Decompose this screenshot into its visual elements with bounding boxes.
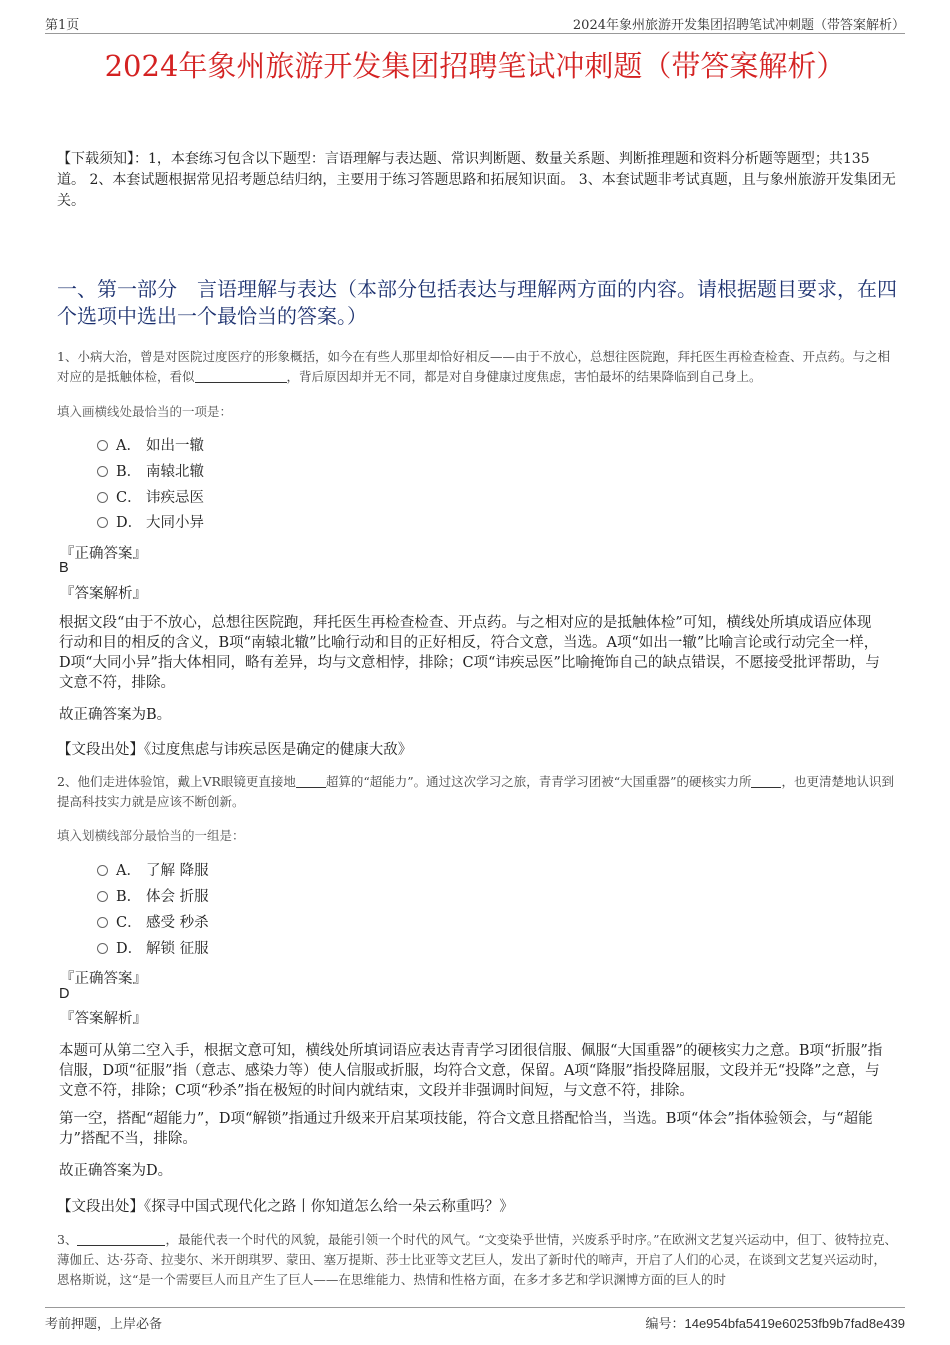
question-1-option-c[interactable]: C． 讳疾忌医 — [97, 488, 204, 508]
page-number: 第1页 — [45, 18, 80, 33]
question-2-prompt: 填入划横线部分最恰当的一组是： — [57, 828, 245, 843]
footer-divider — [45, 1307, 905, 1308]
footer-slogan: 考前押题，上岸必备 — [45, 1317, 163, 1332]
question-2-option-a[interactable]: A． 了解 降服 — [97, 861, 209, 881]
question-2-answer: D — [59, 986, 70, 1002]
correct-answer-label: 『正确答案』 — [60, 971, 147, 987]
radio-icon[interactable] — [97, 891, 108, 902]
question-2-option-c[interactable]: C． 感受 秒杀 — [97, 913, 209, 933]
question-2-option-b[interactable]: B． 体会 折服 — [97, 887, 209, 907]
fill-blank — [77, 1232, 165, 1246]
radio-icon[interactable] — [97, 865, 108, 876]
question-1-answer: B — [59, 560, 69, 576]
question-1-conclusion: 故正确答案为B。 — [59, 707, 172, 723]
analysis-label: 『答案解析』 — [60, 1011, 147, 1027]
download-notice: 【下载须知】：1，本套练习包含以下题型：言语理解与表达题、常识判断题、数量关系题、判断推理题和资料分析题等题型；共135道。 2、本套试题根据常见招考题总结归纳，主要用于练习答题思路和拓展知识面。 3、本套试题非考试真题，且与象州旅游开发集团无关。 — [57, 151, 896, 209]
question-1-option-a[interactable]: A． 如出一辙 — [97, 436, 204, 456]
question-2-source: 【文段出处】《探寻中国式现代化之路丨你知道怎么给一朵云称重吗？》 — [57, 1199, 514, 1215]
fill-blank — [751, 774, 781, 788]
question-1-prompt: 填入画横线处最恰当的一项是： — [57, 404, 233, 419]
question-2-conclusion: 故正确答案为D。 — [59, 1163, 173, 1179]
question-2-analysis-1: 本题可从第二空入手，根据文意可知，横线处所填词语应表达青青学习团很信服、佩服“大国重器”的硬核实力之意。B项“折服”指信服，D项“征服”指（意志、感染力等）使人信服或折服，均符合文意，保留。A项“降服”指投降屈服，文段并无“投降”之意，与文意不符，排除；C项“秒杀”指在极短的时间内就结束，文段并非强调时间短，与文意不符，排除。 — [59, 1043, 883, 1099]
question-1-analysis: 根据文段“由于不放心，总想往医院跑，拜托医生再检查检查、开点药。与之相对应的是抵触体检”可知，横线处所填成语应体现行动和目的相反的含义，B项“南辕北辙”比喻行动和目的正好相反，符合文意，当选。A项“如出一辙”比喻言论或行动完全一样，D项“大同小异”指大体相同，略有差异，均与文意相悖，排除；C项“讳疾忌医”比喻掩饰自己的缺点错误，不愿接受批评帮助，与文意不符，排除。 — [59, 615, 880, 691]
radio-icon[interactable] — [97, 917, 108, 928]
correct-answer-label: 『正确答案』 — [60, 546, 147, 562]
header-doc-title: 2024年象州旅游开发集团招聘笔试冲刺题（带答案解析） — [572, 18, 905, 33]
question-3-stem: 3、 ，最能代表一个时代的风貌，最能引领一个时代的风气。“文变染乎世情，兴废系乎时序。”在欧洲文艺复兴运动中，但丁、彼特拉克、薄伽丘、达·芬奇、拉斐尔、米开朗琪罗、蒙田、塞万提斯、莎士比亚等文艺巨人，发出了新时代的啼声，开启了人们的心灵，在谈到文艺复兴运动时，恩格斯说，这“是一个需要巨人而且产生了巨人——在思维能力、热情和性格方面，在多才多艺和学识渊博方面的巨人的时 — [57, 1232, 897, 1287]
radio-icon[interactable] — [97, 440, 108, 451]
analysis-label: 『答案解析』 — [60, 586, 147, 602]
question-2-analysis-2: 第一空，搭配“超能力”，D项“解锁”指通过升级来开启某项技能，符合文意且搭配恰当，当选。B项“体会”指体验领会，与“超能力”搭配不当，排除。 — [59, 1111, 873, 1147]
question-1-option-d[interactable]: D． 大同小异 — [97, 513, 204, 533]
fill-blank — [195, 369, 287, 383]
footer-code: 编号：14e954bfa5419e60253fb9b7fad8e439 — [645, 1316, 905, 1332]
fill-blank — [296, 774, 326, 788]
question-2-option-d[interactable]: D． 解锁 征服 — [97, 939, 209, 959]
question-1-stem: 1、小病大治，曾是对医院过度医疗的形象概括，如今在有些人那里却恰好相反——由于不放心，总想往医院跑，拜托医生再检查检查、开点药。与之相对应的是抵触体检，看似 ，背后原因却并无不同，都是对自身健康过度焦虑，害怕最坏的结果降临到自己身上。 — [57, 349, 890, 384]
radio-icon[interactable] — [97, 943, 108, 954]
section-heading: 一、第一部分 言语理解与表达（本部分包括表达与理解两方面的内容。请根据题目要求，在四个选项中选出一个最恰当的答案。） — [57, 277, 897, 328]
question-2-stem: 2、他们走进体验馆，戴上VR眼镜更直接地 超算的“超能力”。通过这次学习之旅，青青学习团被“大国重器”的硬核实力所 ，也更清楚地认识到提高科技实力就是应该不断创新。 — [57, 774, 894, 809]
radio-icon[interactable] — [97, 517, 108, 528]
radio-icon[interactable] — [97, 466, 108, 477]
question-1-option-b[interactable]: B． 南辕北辙 — [97, 462, 204, 482]
question-1-source: 【文段出处】《过度焦虑与讳疾忌医是确定的健康大敌》 — [57, 742, 413, 758]
radio-icon[interactable] — [97, 492, 108, 503]
header-divider — [45, 33, 905, 34]
page-title: 2024年象州旅游开发集团招聘笔试冲刺题（带答案解析） — [104, 49, 846, 83]
